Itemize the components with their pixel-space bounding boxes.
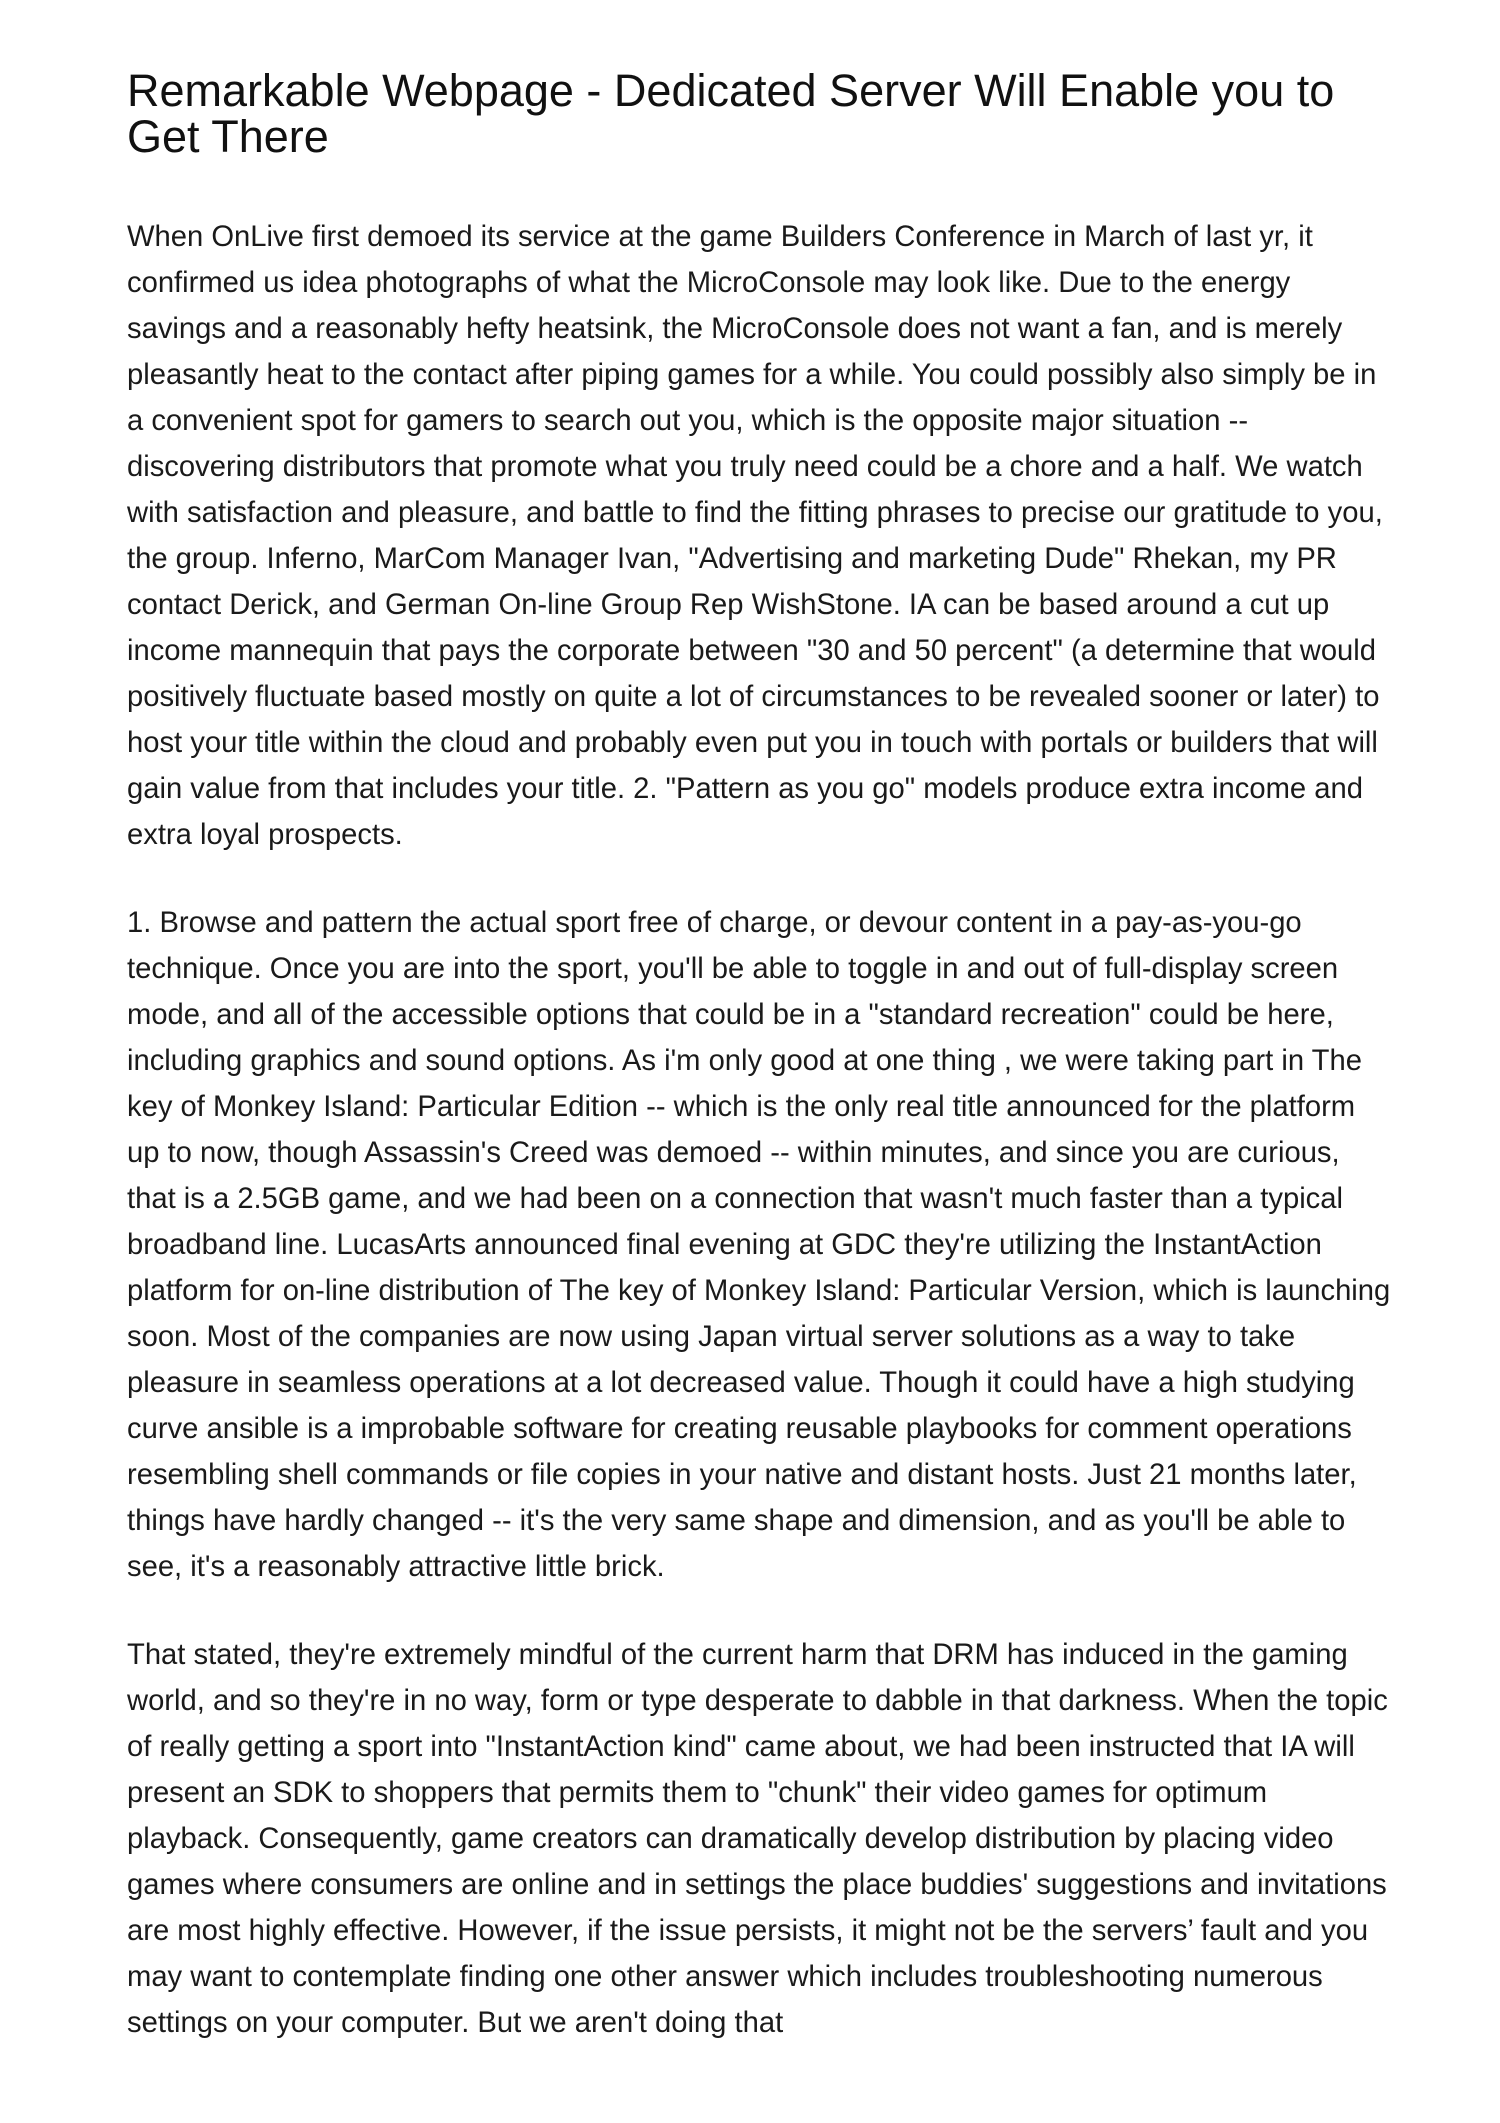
paragraph: 1. Browse and pattern the actual sport free of charge, or devour content in a pay-as-you-go technique. Once you are into the sport, you'll be able to toggle in and out of full-display screen mode, and all of the accessible options that could be in a "standard recreation" could be here, including graphics and sound options. As i'm only good at one thing , we were taking part in The key of Monkey Island: Particular Edition -- which is the only real title announced for the platform up to now, though Assassin's Creed was demoed -- within minutes, and since you are curious, that is a 2.5GB game, and we had been on a connection that wasn't much faster than a typical broadband line. LucasArts announced final evening at GDC they're utilizing the InstantAction platform for on-line distribution of The key of Monkey Island: Particular Version, which is launching soon. Most of the companies are now using Japan virtual server solutions as a way to take pleasure in seamless operations at a lot decreased value. Though it could have a high studying curve ansible is a improbable software for creating reusable playbooks for comment operations resembling shell commands or file copies in your native and distant hosts. Just 21 months later, things have hardly changed -- it's the very same shape and dimension, and as you'll be able to see, it's a reasonably attractive little brick. (127, 907, 1391, 1583)
paragraph: That stated, they're extremely mindful of the current harm that DRM has induced in the gaming world, and so they're in no way, form or type desperate to dabble in that darkness. When the topic of really getting a sport into "InstantAction kind" came about, we had been instructed that IA will present an SDK to shoppers that permits them to "chunk" their video games for optimum playback. Consequently, game creators can dramatically develop distribution by placing video games where consumers are online and in settings the place buddies' suggestions and invitations are most highly effective. However, if the issue persists, it might not be the servers’ fault and you may want to contemplate finding one other answer which includes troubleshooting numerous settings on your computer. But we aren't doing that (127, 1639, 1388, 2039)
document-page (127, 65, 1392, 2046)
document-title: Remarkable Webpage - Dedicated Server Will Enable you to Get There (127, 65, 1335, 162)
paragraph: When OnLive first demoed its service at the game Builders Conference in March of last yr, it confirmed us idea photographs of what the MicroConsole may look like. Due to the energy savings and a reasonably hefty heatsink, the MicroConsole does not want a fan, and is merely pleasantly heat to the contact after piping games for a while. You could possibly also simply be in a convenient spot for gamers to search out you, which is the opposite major situation -- discovering distributors that promote what you truly need could be a chore and a half. We watch with satisfaction and pleasure, and battle to find the fitting phrases to precise our gratitude to you, the group. Inferno, MarCom Manager Ivan, "Advertising and marketing Dude" Rhekan, my PR contact Derick, and German On-line Group Rep WishStone. IA can be based around a cut up income mannequin that pays the corporate between "30 and 50 percent" (a determine that would positively fluctuate based mostly on quite a lot of circumstances to be revealed sooner or later) to host your title within the cloud and probably even put you in touch with portals or builders that will gain value from that includes your title. 2. "Pattern as you go" models produce extra income and extra loyal prospects. (127, 221, 1383, 851)
